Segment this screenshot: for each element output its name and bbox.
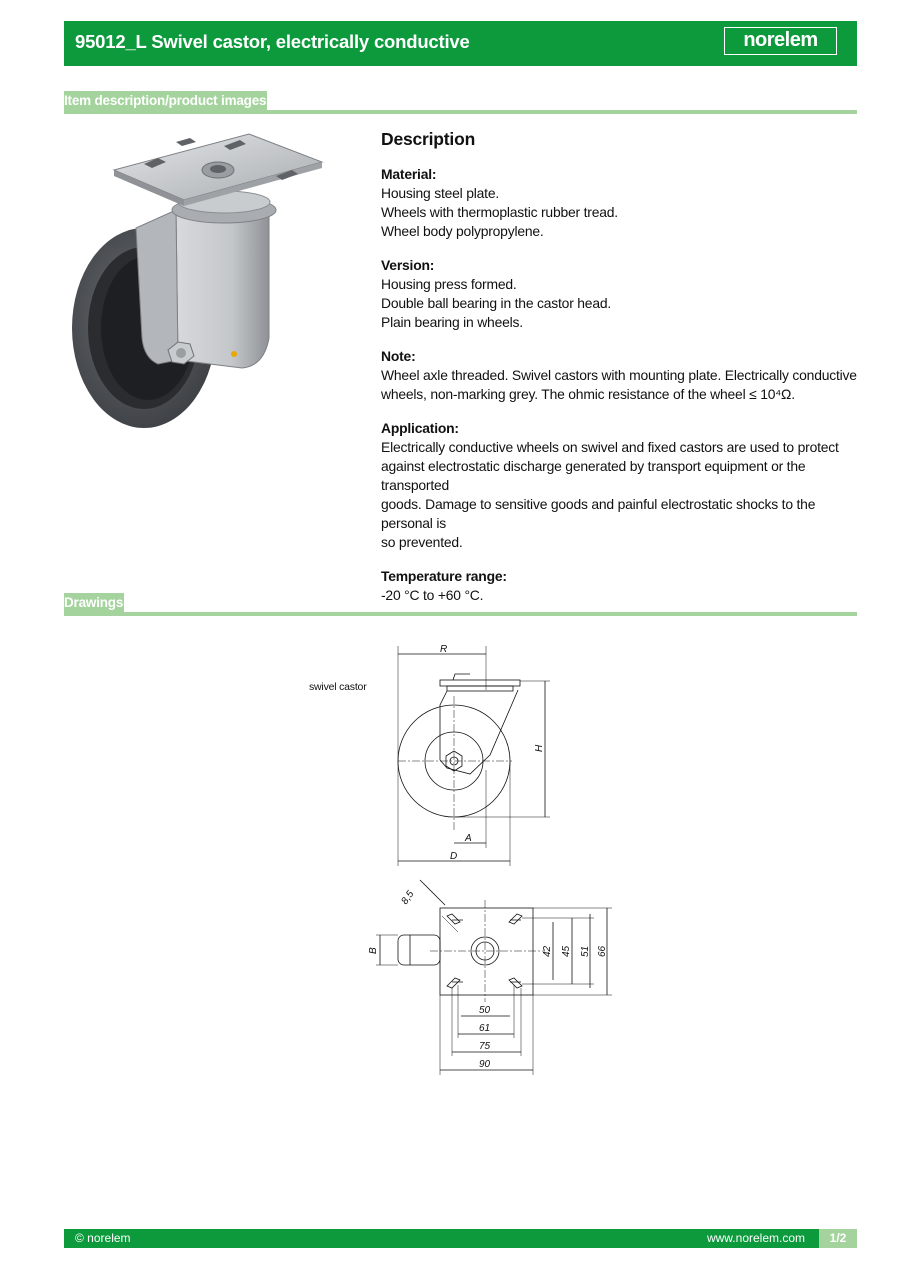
material-line: Wheels with thermoplastic rubber tread. xyxy=(381,204,618,220)
version-line: Double ball bearing in the castor head. xyxy=(381,295,612,311)
material-line: Wheel body polypropylene. xyxy=(381,223,544,239)
note-label: Note: xyxy=(381,348,416,364)
dim-42: 42 xyxy=(542,945,553,957)
page-title: 95012_L Swivel castor, electrically conductive xyxy=(75,31,470,52)
section-drawings xyxy=(64,593,857,616)
dim-75: 75 xyxy=(479,1041,491,1052)
application-block xyxy=(381,419,857,552)
description-title: Description xyxy=(381,129,476,149)
logo-text: norelem xyxy=(743,29,818,51)
application-line: Electrically conductive wheels on swivel and fixed castors are used to protect xyxy=(381,439,839,455)
page-footer xyxy=(64,1229,857,1248)
section-label-drawings: Drawings xyxy=(64,595,124,610)
dim-51: 51 xyxy=(580,945,591,957)
material-block xyxy=(381,165,857,241)
temperature-label: Temperature range: xyxy=(381,568,507,584)
dim-8-5: 8,5 xyxy=(399,889,417,907)
drawing-caption: swivel castor xyxy=(309,681,367,693)
product-image xyxy=(64,128,334,428)
application-line: so prevented. xyxy=(381,534,463,550)
dim-61: 61 xyxy=(479,1023,491,1034)
material-label: Material: xyxy=(381,166,437,182)
application-line: against electrostatic discharge generated by transport equipment or the transported xyxy=(381,458,806,493)
version-line: Housing press formed. xyxy=(381,276,517,292)
top-view xyxy=(368,880,612,1075)
dim-50: 50 xyxy=(479,1005,491,1016)
version-line: Plain bearing in wheels. xyxy=(381,314,523,330)
application-label: Application: xyxy=(381,420,459,436)
page-header xyxy=(64,21,857,66)
page-number: 1/2 xyxy=(819,1229,857,1248)
note-block xyxy=(381,347,857,404)
dim-b: B xyxy=(368,947,379,954)
technical-drawing xyxy=(300,636,630,1086)
footer-copyright: © norelem xyxy=(75,1231,131,1245)
dim-r: R xyxy=(440,644,448,655)
version-block xyxy=(381,256,857,332)
note-line: Wheel axle threaded. Swivel castors with mounting plate. Electrically conductive xyxy=(381,367,857,383)
section-item-description xyxy=(64,91,857,114)
dim-a: A xyxy=(465,833,472,844)
dim-h: H xyxy=(534,744,545,752)
norelem-logo xyxy=(724,27,837,55)
footer-website-link[interactable]: www.norelem.com xyxy=(706,1231,805,1245)
side-view xyxy=(398,644,550,866)
description-panel xyxy=(381,128,857,620)
dim-90: 90 xyxy=(479,1059,491,1070)
application-line: goods. Damage to sensitive goods and painful electrostatic shocks to the personal is xyxy=(381,496,816,531)
dim-d: D xyxy=(450,851,458,862)
version-label: Version: xyxy=(381,257,435,273)
temperature-line: -20 °C to +60 °C. xyxy=(381,587,484,603)
dim-66: 66 xyxy=(597,945,608,957)
note-line: wheels, non-marking grey. The ohmic resistance of the wheel ≤ 10⁴Ω. xyxy=(381,386,795,402)
material-line: Housing steel plate. xyxy=(381,185,500,201)
section-label-item-description: Item description/product images xyxy=(64,93,267,108)
fork-housing xyxy=(176,200,269,368)
dim-45: 45 xyxy=(561,945,572,957)
